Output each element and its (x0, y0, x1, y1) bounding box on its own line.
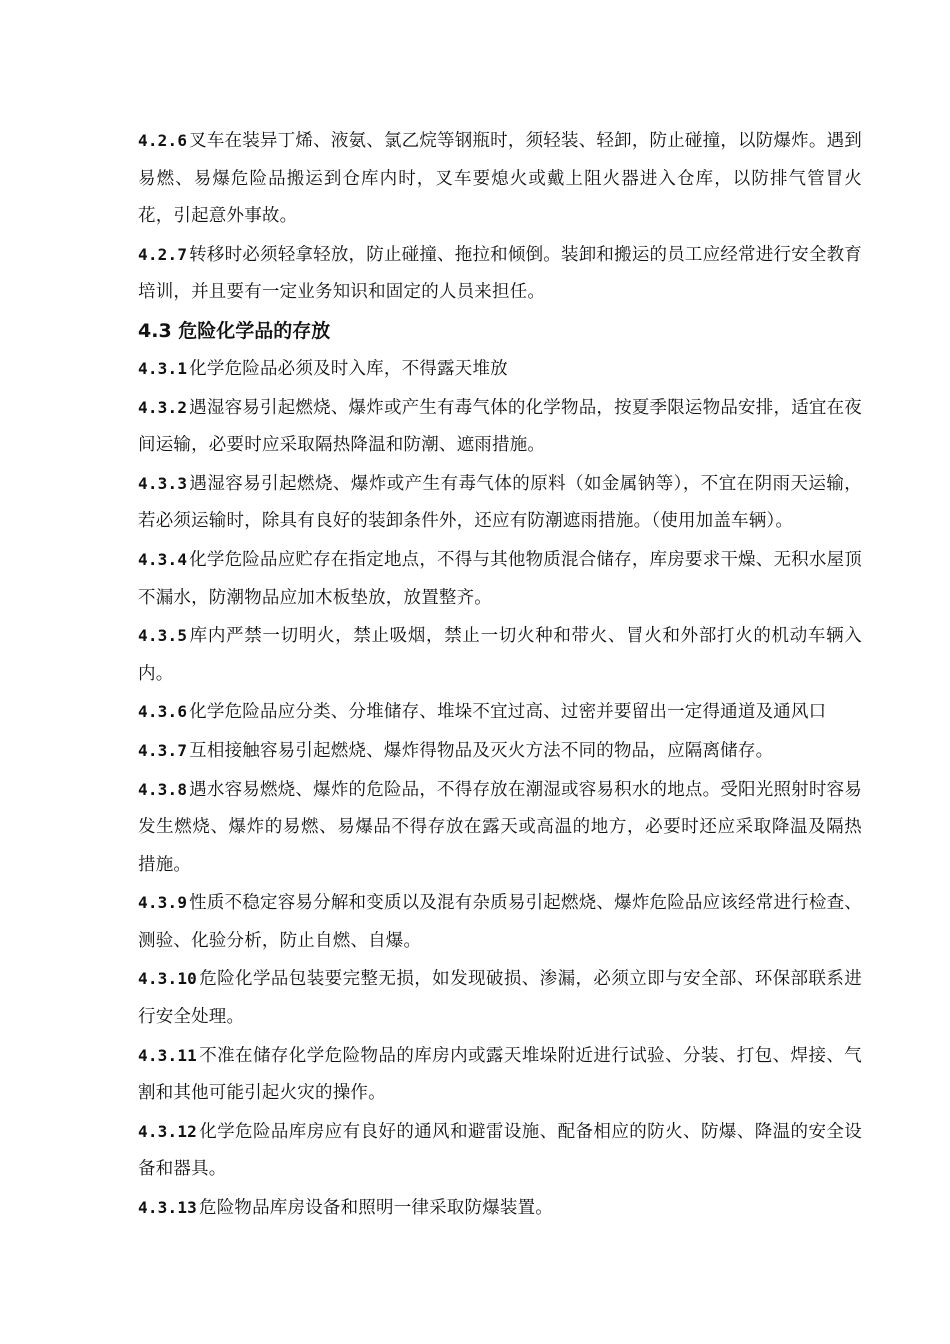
paragraph-4-3-5 (138, 617, 862, 693)
paragraph-4-3-4 (138, 541, 862, 617)
paragraph-4-3-6 (138, 693, 862, 732)
clause-text: 不准在储存化学危险物品的库房内或露天堆垛附近进行试验、分装、打包、焊接、气割和其他可能引起火灾的操作。 (138, 1045, 862, 1104)
clause-text: 互相接触容易引起燃烧、爆炸得物品及灭火方法不同的物品，应隔离储存。 (189, 740, 774, 761)
paragraph-4-2-7 (138, 236, 862, 312)
paragraph-4-3-2 (138, 389, 862, 465)
paragraph-4-3-8 (138, 771, 862, 885)
clause-text: 化学危险品应贮存在指定地点，不得与其他物质混合储存，库房要求干燥、无积水屋顶不漏水，防潮物品应加木板垫放，放置整齐。 (138, 549, 862, 608)
paragraph-4-3-10 (138, 960, 862, 1036)
paragraph-4-3-7 (138, 732, 862, 771)
clause-text: 危险物品库房设备和照明一律采取防爆装置。 (199, 1198, 553, 1219)
clause-number: 4.3.8 (138, 779, 188, 799)
clause-text: 库内严禁一切明火，禁止吸烟，禁止一切火种和带火、冒火和外部打火的机动车辆入内。 (138, 626, 862, 684)
clause-text: 遇水容易燃烧、爆炸的危险品，不得存放在潮湿或容易积水的地点。受阳光照射时容易发生燃烧、爆炸的易燃、易爆品不得存放在露天或高温的地方，必要时还应采取降温及隔热措施。 (138, 779, 862, 875)
clause-text: 遇湿容易引起燃烧、爆炸或产生有毒气体的化学物品，按夏季限运物品安排，适宜在夜间运输，必要时应采取隔热降温和防潮、遮雨措施。 (138, 397, 862, 456)
clause-number: 4.3.11 (138, 1045, 197, 1065)
clause-number: 4.3.2 (138, 397, 188, 417)
clause-text: 性质不稳定容易分解和变质以及混有杂质易引起燃烧、爆炸危险品应该经常进行检查、测验、化验分析，防止自燃、自爆。 (138, 893, 862, 951)
paragraph-4-3-13 (138, 1189, 862, 1228)
clause-number: 4.3.5 (138, 626, 188, 646)
section-heading: 4.3 危险化学品的存放 (138, 319, 331, 342)
clause-text: 危险化学品包装要完整无损，如发现破损、渗漏，必须立即与安全部、环保部联系进行安全处理。 (138, 969, 862, 1028)
paragraph-4-3-11 (138, 1037, 862, 1113)
paragraph-4-3-1 (138, 350, 862, 389)
clause-number: 4.2.6 (138, 131, 188, 150)
clause-number: 4.3.10 (138, 969, 197, 989)
clause-text: 化学危险品必须及时入库，不得露天堆放 (189, 358, 508, 379)
paragraph-4-3-9 (138, 884, 862, 960)
clause-text: 转移时必须轻拿轻放，防止碰撞、拖拉和倾倒。装卸和搬运的员工应经常进行安全教育培训，并且要有一定业务知识和固定的人员来担任。 (138, 244, 862, 303)
document-page (138, 122, 862, 1228)
clause-number: 4.3.6 (138, 702, 188, 722)
clause-text: 叉车在装异丁烯、液氨、氯乙烷等钢瓶时，须轻装、轻卸，防止碰撞，以防爆炸。遇到易燃、易爆危险品搬运到仓库内时，叉车要熄火或戴上阻火器进入仓库，以防排气管冒火花，引起意外事故。 (138, 131, 862, 227)
clause-number: 4.3.3 (138, 473, 188, 493)
clause-text: 化学危险品应分类、分堆储存、堆垛不宜过高、过密并要留出一定得通道及通风口 (189, 702, 827, 723)
clause-number: 4.3.4 (138, 549, 188, 569)
clause-number: 4.3.7 (138, 740, 188, 760)
paragraph-4-3-12 (138, 1113, 862, 1189)
clause-number: 4.2.7 (138, 244, 188, 264)
clause-text: 化学危险品库房应有良好的通风和避雷设施、配备相应的防火、防爆、降温的安全设备和器具。 (138, 1121, 862, 1180)
clause-number: 4.3.9 (138, 893, 188, 913)
clause-number: 4.3.1 (138, 358, 188, 378)
paragraph-4-3-3 (138, 465, 862, 541)
clause-number: 4.3.12 (138, 1121, 197, 1141)
paragraph-4-2-6 (138, 122, 862, 236)
clause-text: 遇湿容易引起燃烧、爆炸或产生有毒气体的原料（如金属钠等），不宜在阴雨天运输，若必须运输时，除具有良好的装卸条件外，还应有防潮遮雨措施。（使用加盖车辆）。 (138, 473, 862, 532)
clause-number: 4.3.13 (138, 1198, 197, 1218)
